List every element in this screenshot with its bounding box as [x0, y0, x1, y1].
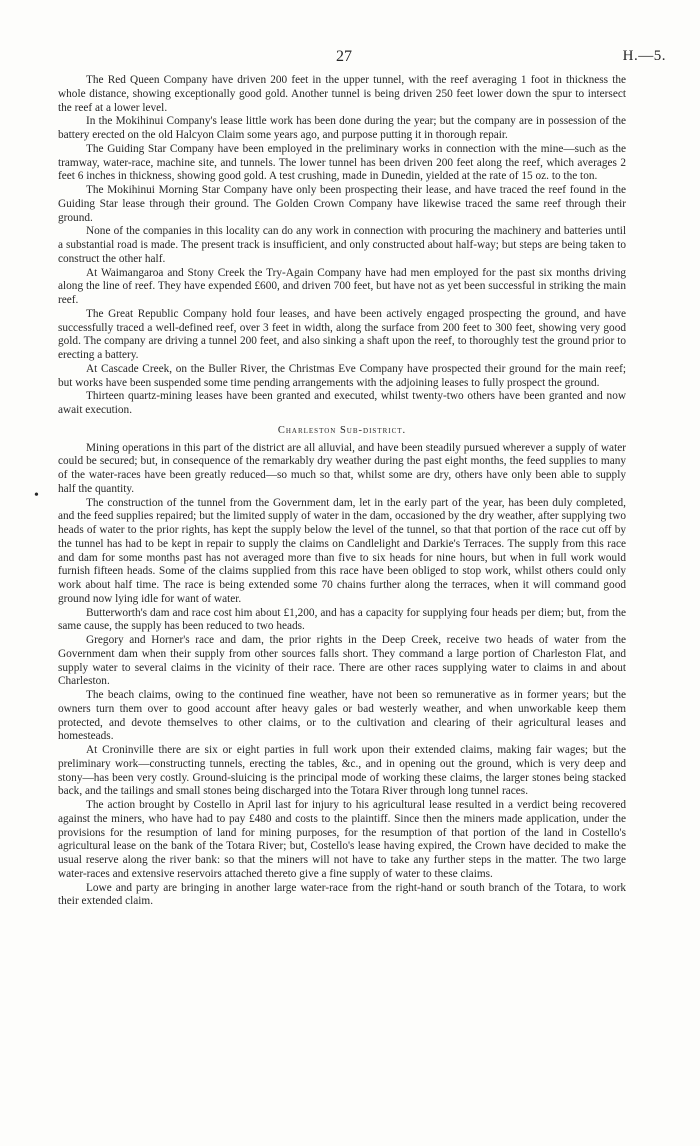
page-number: 27 [336, 48, 352, 65]
paragraph: Lowe and party are bringing in another large water-race from the right-hand or south branch of the Totara, to work their extended claim. [58, 881, 626, 908]
paragraph: Thirteen quartz-mining leases have been granted and executed, whilst twenty-two others have been granted and now await execution. [58, 390, 626, 416]
paragraph: The Mokihinui Morning Star Company have only been prospecting their lease, and have traced the reef found in the Guiding Star lease through their ground. The Golden Crown Company have likewise traced the same reef through their ground. [58, 184, 626, 224]
paragraph: The Guiding Star Company have been employed in the preliminary works in connection with the mine—such as the tramway, water-race, machine site, and tunnels. The lower tunnel has been driven 200 feet along the reef, which averages 2 feet 6 inches in thickness, showing good gold. A test crushing, made in Dunedin, yielded at the rate of 15 oz. to the ton. [58, 142, 626, 183]
paragraph: At Croninville there are six or eight parties in full work upon their extended claims, making fair wages; but the preliminary work—constructing tunnels, erecting the tables, &c., and in opening out the ground, which is very deep and stony—has been very costly. Ground-sluicing is the principal mode of working these claims, the larger stones being stacked back, and the tailings and small stones being discharged into the Totara River through long tunnel races. [58, 744, 626, 798]
body-text [58, 74, 626, 909]
paragraph: Mining operations in this part of the district are all alluvial, and have been steadily pursued wherever a supply of water could be secured; but, in consequence of the remarkably dry weather during the past eight months, the feed supplies to many of the water-races have been greatly reduced—so much so that, whilst some are dry, others have only been able to supply half the quantity. [58, 441, 626, 495]
paragraph: The beach claims, owing to the continued fine weather, have not been so remunerative as in former years; but the owners turn them over to good account after heavy gales or bad westerly weather, and when unworkable keep them protected, and devote themselves to other claims, or to the cultivation and clearing of their agricultural leases and homesteads. [58, 689, 626, 743]
paragraph: None of the companies in this locality can do any work in connection with procuring the machinery and batteries until a substantial road is made. The present track is insufficient, and only constructed about half-way; but steps are being taken to construct the other half. [58, 225, 626, 265]
section-heading: Charleston Sub-district. [277, 424, 407, 436]
margin-mark: • [34, 488, 39, 503]
paragraph: Gregory and Horner's race and dam, the prior rights in the Deep Creek, receive two heads of water from the Government dam when their supply from other sources falls short. They command a large portion of Charleston Flat, and supply water to several claims in the vicinity of their race. There are other races supplying water to claims in and about Charleston. [58, 634, 626, 688]
paragraph: At Waimangaroa and Stony Creek the Try-Again Company have had men employed for the past six months driving along the line of reef. They have expended £600, and driven 700 feet, but have not as yet been successful in striking the main reef. [58, 266, 626, 306]
paragraph: The Great Republic Company hold four leases, and have been actively engaged prospecting the ground, and have successfully traced a well-defined reef, over 3 feet in width, along the surface from 200 feet to 300 feet, showing very good gold. The company are driving a tunnel 200 feet, and also sinking a shaft upon the reef, to thoroughly test the ground prior to erecting a battery. [58, 307, 626, 361]
document-reference: H.—5. [622, 48, 666, 64]
paragraph: The construction of the tunnel from the Government dam, let in the early part of the year, has been duly completed, and the feed supplies repaired; but the limited supply of water in the dam, occasioned by the dry weather, after supplying two heads of water to the prior rights, has kept the supply below the level of the tunnel, so that that portion of the race cut off by the tunnel has had to be kept in repair to supply the claims on Candlelight and Darkie's Terraces. The supply from this race and dam for some months past has not averaged more than five to six heads for nine hours, but when in full work would furnish fifteen heads. Some of the claims supplied from this race have been obliged to stop work, whilst others could only work about half time. The race is being extended some 70 chains further along the terraces, when it will command good ground now lying idle for want of water. [58, 496, 626, 605]
paragraph: At Cascade Creek, on the Buller River, the Christmas Eve Company have prospected their ground for the main reef; but works have been suspended some time pending arrangements with the adjoining leases to fully prospect the ground. [58, 362, 626, 389]
paragraph: The Red Queen Company have driven 200 feet in the upper tunnel, with the reef averaging 1 foot in thickness the whole distance, showing exceptionally good gold. Another tunnel is being driven 250 feet lower down the spur to intersect the reef at a lower level. [58, 74, 626, 114]
paragraph: Butterworth's dam and race cost him about £1,200, and has a capacity for supplying four heads per diem; but, from the same cause, the supply has been reduced to two heads. [58, 606, 626, 633]
paragraph: The action brought by Costello in April last for injury to his agricultural lease resulted in a verdict being recovered against the miners, who have had to pay £480 and costs to the plaintiff. Since then the miners made application, under the provisions for the resumption of land for mining purposes, for the resumption of that portion of the land in Costello's agricultural lease on the bank of the Totara River; but, Costello's lease having expired, the Crown have decided to make the usual reserve along the river bank: so that the miners will not have to take any further steps in the matter. The two large water-races and extensive reservoirs attached thereto give a fine supply of water to these claims. [58, 799, 626, 880]
paragraph: In the Mokihinui Company's lease little work has been done during the year; but the company are in possession of the battery erected on the old Halcyon Claim some years ago, and purpose putting it in thorough repair. [58, 115, 626, 141]
page-header [58, 44, 666, 74]
